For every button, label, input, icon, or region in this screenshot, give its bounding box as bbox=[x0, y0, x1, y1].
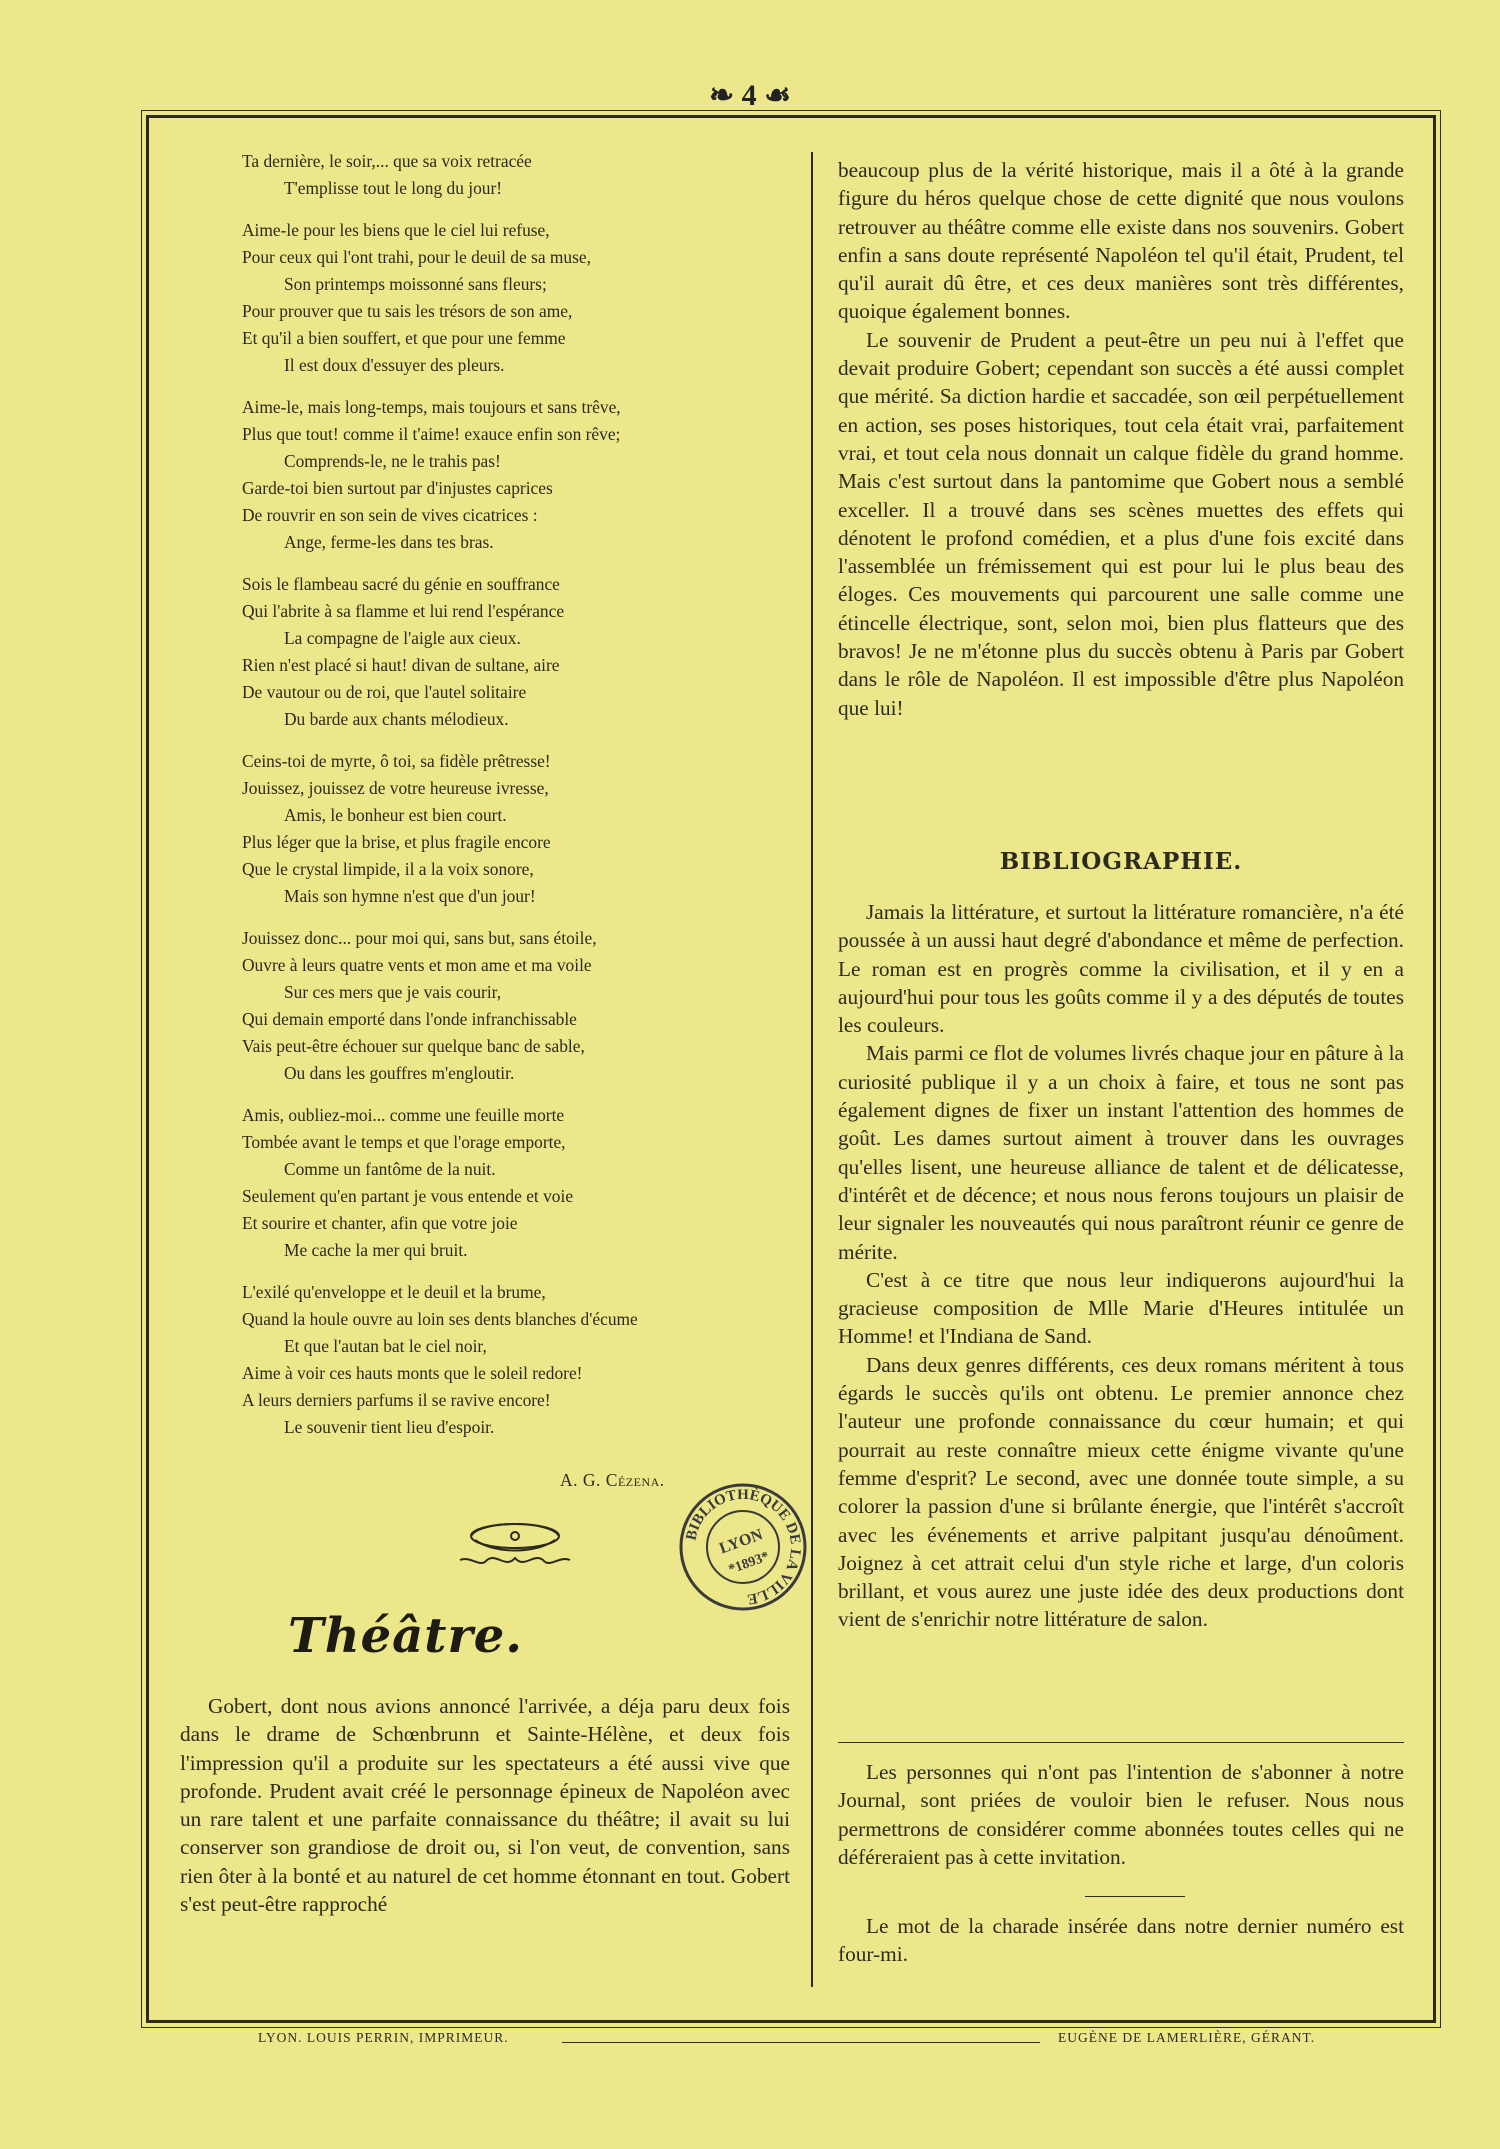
poem-line: Ta dernière, le soir,... que sa voix retracée bbox=[242, 151, 532, 171]
paragraph: Gobert, dont nous avions annoncé l'arrivée, a déja paru deux fois dans le drame de Schœnbrunn et Sainte-Hélène, et deux fois l'impression qu'il a produite sur les spectateurs a été aussi vive que profonde. Prudent avait créé le personnage épineux de Napoléon avec un rare talent et une parfaite connaissance du théâtre; il avait su lui conserver son grandiose de droit ou, si l'on veut, de convention, sans rien ôter à la bonté et au naturel de cet homme étonnant en tout. Gobert s'est peut-être rapproché bbox=[180, 1694, 790, 1917]
poem-line: Il est doux d'essuyer des pleurs. bbox=[284, 355, 505, 375]
poem-line: Sur ces mers que je vais courir, bbox=[284, 982, 502, 1002]
poem-line: Et sourire et chanter, afin que votre joie bbox=[242, 1213, 518, 1233]
poem-line: A leurs derniers parfums il se ravive encore! bbox=[242, 1390, 551, 1410]
poem-stanza bbox=[242, 1102, 802, 1264]
poem-line: Vais peut-être échouer sur quelque banc de sable, bbox=[242, 1036, 585, 1056]
bibliographie-article bbox=[838, 898, 1404, 1634]
poem-stanza bbox=[242, 571, 802, 733]
poem-line: Jouissez donc... pour moi qui, sans but, sans étoile, bbox=[242, 928, 597, 948]
poem-line: Tombée avant le temps et que l'orage emporte, bbox=[242, 1132, 566, 1152]
poem-line: Qui l'abrite à sa flamme et lui rend l'espérance bbox=[242, 601, 565, 621]
poem-line: Mais son hymne n'est que d'un jour! bbox=[284, 886, 536, 906]
poem-line: Aime-le, mais long-temps, mais toujours et sans trêve, bbox=[242, 397, 621, 417]
poem-line: Du barde aux chants mélodieux. bbox=[284, 709, 509, 729]
bibliographie-heading: BIBLIOGRAPHIE. bbox=[999, 848, 1243, 875]
poem-line: L'exilé qu'enveloppe et le deuil et la brume, bbox=[242, 1282, 546, 1302]
footer-printer: LYON. LOUIS PERRIN, IMPRIMEUR. bbox=[258, 2030, 509, 2045]
poem-line: Amis, le bonheur est bien court. bbox=[284, 805, 507, 825]
stamp-year: *1893* bbox=[726, 1549, 772, 1578]
right-hand-ornament-icon: ☙ bbox=[764, 79, 792, 112]
theatre-heading: Théâtre. bbox=[288, 1608, 523, 1664]
left-hand-ornament-icon: ❧ bbox=[708, 79, 735, 112]
poem-line: Pour ceux qui l'ont trahi, pour le deuil de sa muse, bbox=[242, 247, 591, 267]
section-divider bbox=[838, 1742, 1404, 1743]
poem-line: Aime à voir ces hauts monts que le soleil redore! bbox=[242, 1363, 583, 1383]
poem-line: Sois le flambeau sacré du génie en souffrance bbox=[242, 574, 560, 594]
decorative-ornament-icon bbox=[440, 1510, 590, 1582]
stamp-ring-text: BIBLIOTHÈQUE DE LA VILLE bbox=[683, 1486, 804, 1607]
poem-line: Plus léger que la brise, et plus fragile encore bbox=[242, 832, 551, 852]
poem-line: Pour prouver que tu sais les trésors de son ame, bbox=[242, 301, 573, 321]
poem-line: Et que l'autan bat le ciel noir, bbox=[284, 1336, 487, 1356]
poem-line: Quand la houle ouvre au loin ses dents blanches d'écume bbox=[242, 1309, 638, 1329]
poem-line: Ceins-toi de myrte, ô toi, sa fidèle prêtresse! bbox=[242, 751, 551, 771]
poem-line: Garde-toi bien surtout par d'injustes caprices bbox=[242, 478, 553, 498]
paragraph: Dans deux genres différents, ces deux romans méritent à tous égards le succès qu'ils ont obtenu. Le premier annonce chez l'auteur une profonde connaissance du cœur humain; et qui pourrait au reste connaître mieux cette énigme vivante qu'une femme d'esprit? Le second, avec une donnée toute simple, a su colorer la passion d'une si brûlante énergie, que l'intérêt s'accroît avec les événements et arrive palpitant jusqu'au dénoûment. Joignez à cet attrait celui d'un style riche et large, d'un coloris brillant, et vous aurez une juste idée des deux productions dont vient de s'enrichir notre littérature de salon. bbox=[838, 1352, 1404, 1632]
poem-line: Ange, ferme-les dans tes bras. bbox=[284, 532, 494, 552]
footer-rule bbox=[562, 2042, 1040, 2043]
poem-line: De vautour ou de roi, que l'autel solitaire bbox=[242, 682, 527, 702]
poem-line: Plus que tout! comme il t'aime! exauce enfin son rêve; bbox=[242, 424, 621, 444]
stamp-center-text: LYON bbox=[717, 1526, 766, 1558]
paragraph: Mais parmi ce flot de volumes livrés chaque jour en pâture à la curiosité publique il y a un choix à faire, et tous ne sont pas également dignes de fixer un instant l'attention des hommes de goût. Les dames surtout aiment à trouver dans les ouvrages qu'elles lisent, une heureuse alliance de talent et de délicatesse, d'intérêt et de décence; et nous nous ferons toujours un plaisir de leur signaler les nouveautés qui nous paraîtront réunir ce genre de mérite. bbox=[838, 1041, 1404, 1264]
poem-line: T'emplisse tout le long du jour! bbox=[284, 178, 503, 198]
paragraph: beaucoup plus de la vérité historique, mais il a ôté à la grande figure du héros quelque chose de cette dignité que nous voulons retrouver au théâtre comme elle existe dans nos souvenirs. Gobert enfin a sans doute représenté Napoléon tel qu'il était, Prudent, tel qu'il aurait dû être, et ces deux manières sont très différentes, quoique également bonnes. bbox=[838, 158, 1404, 324]
poem-line: Seulement qu'en partant je vous entende et voie bbox=[242, 1186, 574, 1206]
poem-line: Jouissez, jouissez de votre heureuse ivresse, bbox=[242, 778, 549, 798]
charade-notice: Le mot de la charade insérée dans notre dernier numéro est four-mi. bbox=[838, 1914, 1404, 1967]
poem-line: Qui demain emporté dans l'onde infranchissable bbox=[242, 1009, 577, 1029]
library-stamp bbox=[676, 1480, 810, 1614]
poem-line: Le souvenir tient lieu d'espoir. bbox=[284, 1417, 495, 1437]
poem-line: Et qu'il a bien souffert, et que pour une femme bbox=[242, 328, 566, 348]
poem-stanza bbox=[242, 394, 802, 556]
paragraph: C'est à ce titre que nous leur indiquerons aujourd'hui la gracieuse composition de Mlle Marie d'Heures intitulée un Homme! et l'Indiana de Sand. bbox=[838, 1267, 1404, 1349]
column-divider bbox=[811, 152, 813, 1987]
poem-line: Son printemps moissonné sans fleurs; bbox=[284, 274, 547, 294]
poem-stanza bbox=[242, 1279, 802, 1441]
poem-line: Comprends-le, ne le trahis pas! bbox=[284, 451, 501, 471]
theatre-article bbox=[180, 1692, 790, 1918]
poem-line: Comme un fantôme de la nuit. bbox=[284, 1159, 496, 1179]
poem-line: La compagne de l'aigle aux cieux. bbox=[284, 628, 521, 648]
theatre-article-continued bbox=[838, 156, 1404, 722]
paragraph: Jamais la littérature, et surtout la littérature romancière, n'a été poussée à un aussi haut degré d'abondance et même de perfection. Le roman est en progrès comme la civilisation, et il y en a aujourd'hui pour tous les goûts comme il y a des députés de toutes les couleurs. bbox=[838, 900, 1404, 1038]
poem-line: Aime-le pour les biens que le ciel lui refuse, bbox=[242, 220, 550, 240]
poem-stanza bbox=[242, 148, 802, 202]
poem-signature: A. G. Cézena. bbox=[560, 1470, 665, 1490]
footer-manager: EUGÈNE DE LAMERLIÈRE, GÉRANT. bbox=[1058, 2030, 1316, 2045]
subscription-notice: Les personnes qui n'ont pas l'intention de s'abonner à notre Journal, sont priées de vouloir bien le refuser. Nous nous permettrons de considérer comme abonnées toutes celles qui ne déféreraient pas à cette invitation. bbox=[838, 1760, 1404, 1869]
poem-line: Me cache la mer qui bruit. bbox=[284, 1240, 468, 1260]
short-divider bbox=[1085, 1896, 1185, 1897]
poem-stanza bbox=[242, 925, 802, 1087]
poem-line: Que le crystal limpide, il a la voix sonore, bbox=[242, 859, 534, 879]
poem bbox=[242, 148, 802, 1456]
poem-stanza bbox=[242, 217, 802, 379]
poem-line: Ouvre à leurs quatre vents et mon ame et ma voile bbox=[242, 955, 592, 975]
poem-line: De rouvrir en son sein de vives cicatrices : bbox=[242, 505, 538, 525]
page-number: ❧ 4 ☙ bbox=[708, 79, 792, 112]
poem-line: Ou dans les gouffres m'engloutir. bbox=[284, 1063, 515, 1083]
poem-line: Amis, oubliez-moi... comme une feuille morte bbox=[242, 1105, 565, 1125]
poem-stanza bbox=[242, 748, 802, 910]
poem-line: Rien n'est placé si haut! divan de sultane, aire bbox=[242, 655, 560, 675]
paragraph: Le souvenir de Prudent a peut-être un peu nui à l'effet que devait produire Gobert; cependant son succès a été aussi complet que mérité. Sa diction hardie et saccadée, son œil perpétuellement en action, ses poses historiques, tout cela était vrai, parfaitement vrai, et tout cela nous donnait un calque fidèle du grand homme. Mais c'est surtout dans la pantomime que Gobert nous a semblé exceller. Il a trouvé dans ses scènes muettes des effets qui dénotent le profond comédien, et a plus d'une fois excité dans l'assemblée un frémissement qui est pour lui le plus beau des éloges. Ces mouvements qui parcourent une salle comme une étincelle électrique, sont, selon moi, bien plus flatteurs que des bravos! Je ne m'étonne plus du succès obtenu à Paris par Gobert dans le rôle de Napoléon. Il est impossible d'être plus Napoléon que lui! bbox=[838, 327, 1404, 720]
